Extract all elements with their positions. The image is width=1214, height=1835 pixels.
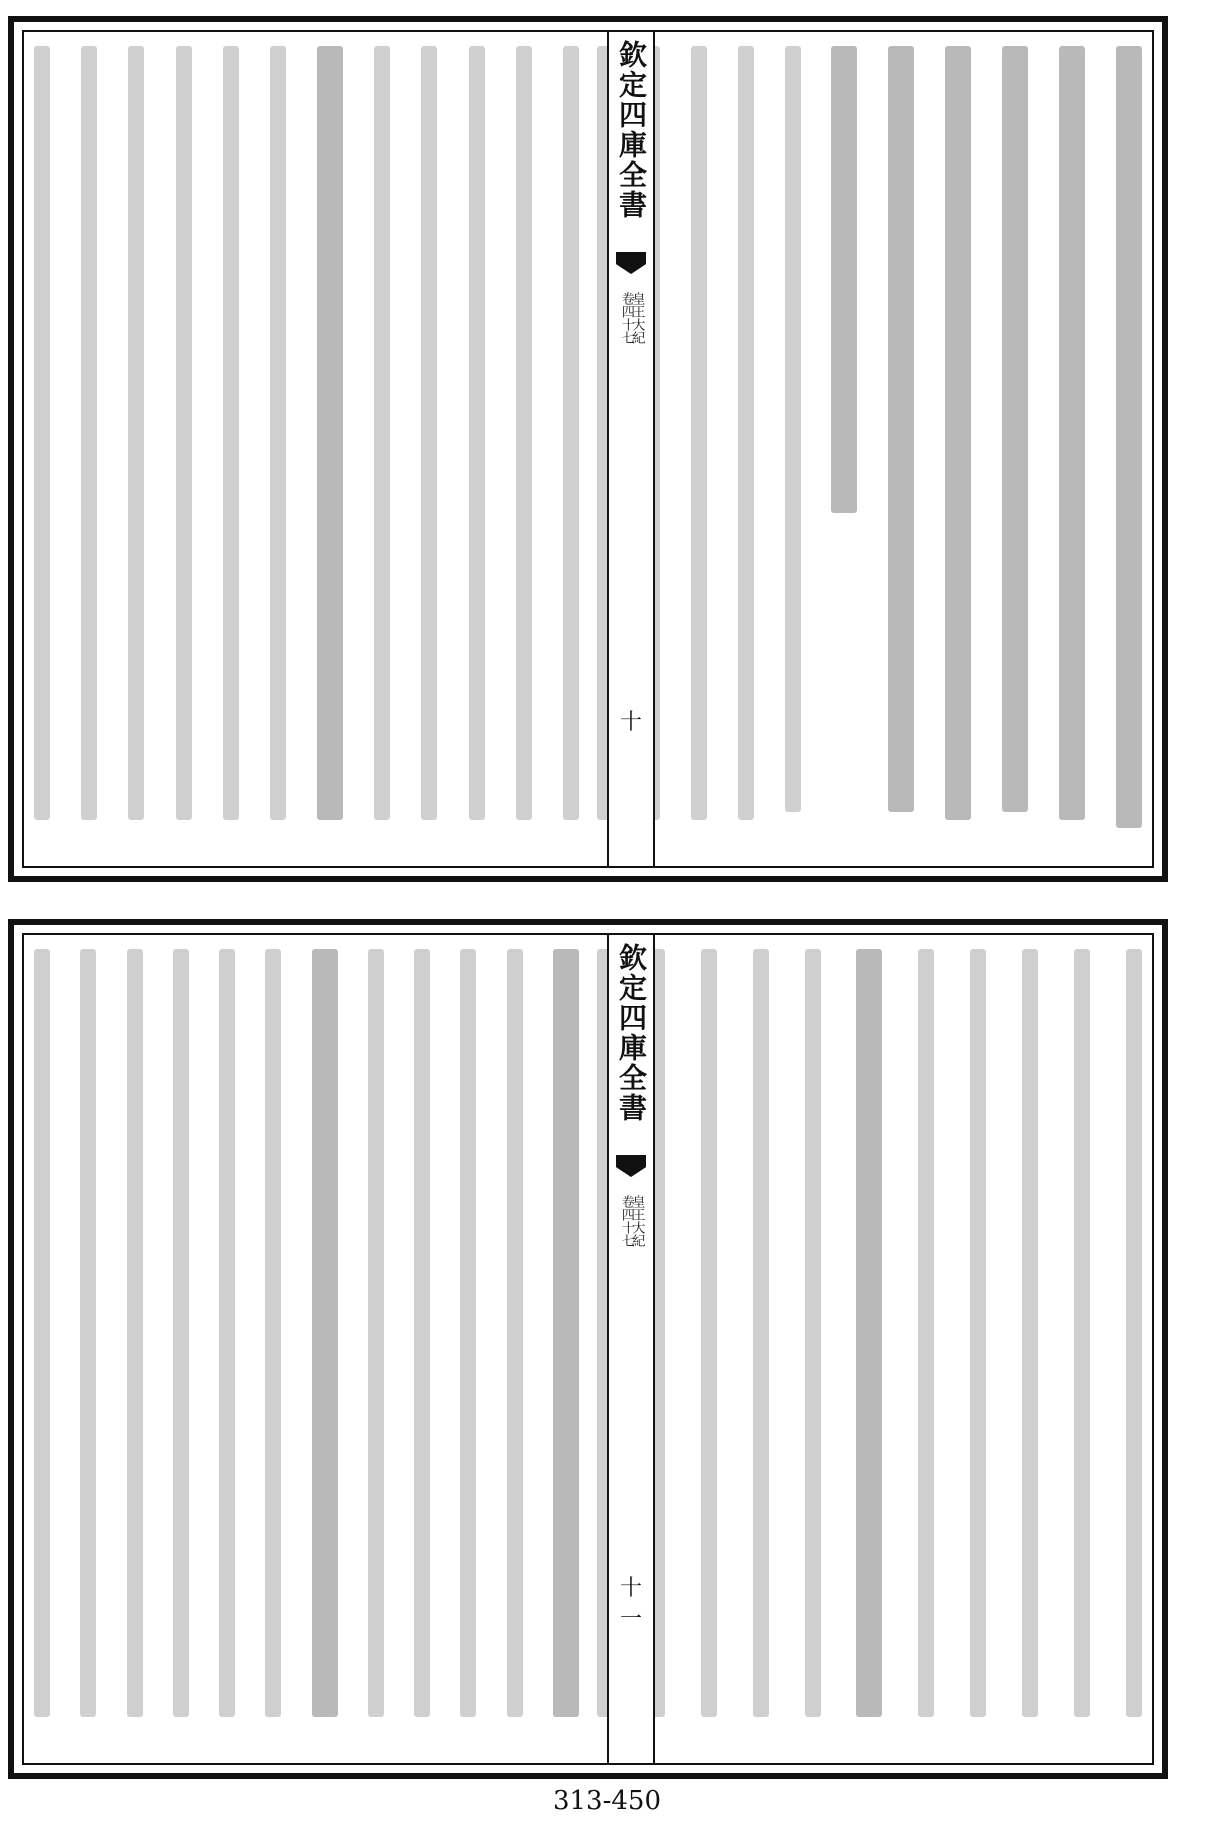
text-column <box>507 949 523 1717</box>
text-column <box>918 949 934 1717</box>
text-column <box>738 46 754 820</box>
text-column <box>888 46 914 812</box>
text-column <box>970 949 986 1717</box>
text-column <box>1002 46 1028 812</box>
top-page-center-margin <box>607 32 655 866</box>
text-column <box>701 949 717 1717</box>
bottom-page <box>8 919 1168 1779</box>
text-column <box>1022 949 1038 1717</box>
center-title: 欽定四庫全書 <box>615 40 648 220</box>
top-right-text-block <box>597 46 1142 852</box>
center-chapter: 卷四十七 <box>618 1195 634 1247</box>
top-page <box>8 16 1168 882</box>
bottom-page-center-margin <box>607 935 655 1763</box>
text-column <box>223 46 239 820</box>
text-column <box>945 46 971 820</box>
text-column <box>317 46 343 820</box>
top-page-frame <box>22 30 1154 868</box>
text-column <box>414 949 430 1717</box>
text-column <box>34 46 50 820</box>
text-column <box>1074 949 1090 1717</box>
fishtail-mark <box>616 1155 646 1177</box>
text-column <box>563 46 579 820</box>
text-column <box>1059 46 1085 820</box>
text-column <box>81 46 97 820</box>
text-column <box>469 46 485 820</box>
text-column <box>856 949 882 1717</box>
text-column <box>421 46 437 820</box>
text-column <box>1116 46 1142 828</box>
center-title: 欽定四庫全書 <box>615 943 648 1123</box>
text-column <box>460 949 476 1717</box>
text-column <box>785 46 801 812</box>
text-column <box>516 46 532 820</box>
text-column <box>173 949 189 1717</box>
text-column <box>553 949 579 1717</box>
text-column <box>265 949 281 1717</box>
text-column <box>1126 949 1142 1717</box>
folio-number: 十 <box>619 710 643 735</box>
bottom-page-frame <box>22 933 1154 1765</box>
text-column <box>176 46 192 820</box>
text-column <box>831 46 857 513</box>
text-column <box>805 949 821 1717</box>
text-column <box>80 949 96 1717</box>
text-column <box>127 949 143 1717</box>
text-column <box>691 46 707 820</box>
text-column <box>270 46 286 820</box>
center-work-title: 皇王大紀 <box>629 1195 645 1247</box>
folio-number: 十一 <box>619 1576 643 1632</box>
text-column <box>312 949 338 1717</box>
bottom-left-text-block <box>34 949 579 1749</box>
center-work-title: 皇王大紀 <box>629 292 645 344</box>
bottom-right-text-block <box>597 949 1142 1749</box>
text-column <box>753 949 769 1717</box>
center-chapter: 卷四十七 <box>618 292 634 344</box>
text-column <box>374 46 390 820</box>
text-column <box>368 949 384 1717</box>
page-footer-number: 313-450 <box>552 1786 662 1816</box>
text-column <box>34 949 50 1717</box>
fishtail-mark <box>616 252 646 274</box>
text-column <box>128 46 144 820</box>
top-left-text-block <box>34 46 579 852</box>
text-column <box>219 949 235 1717</box>
